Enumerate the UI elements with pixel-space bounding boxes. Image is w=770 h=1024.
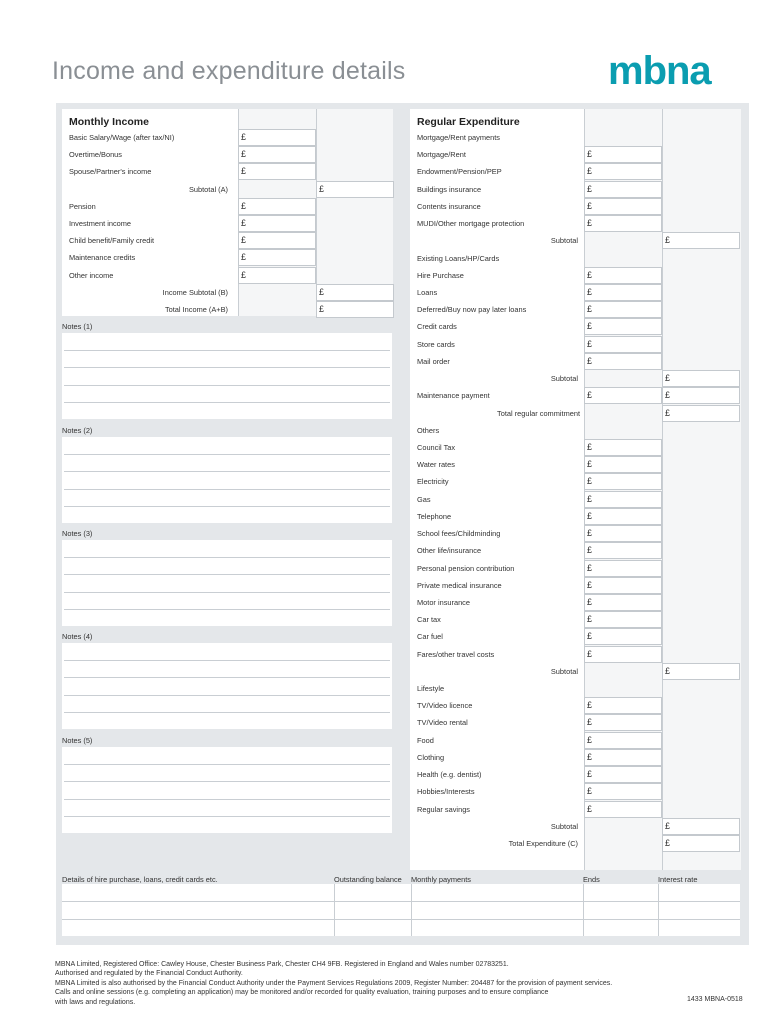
income-row-label: Total Income (A+B) [164,305,228,314]
expenditure-row-label: Clothing [417,752,445,762]
income-amount-input[interactable] [238,146,316,163]
expenditure-row-label: Council Tax [417,442,456,452]
notes-rule [64,402,390,403]
expenditure-row-label: Telephone [417,511,452,521]
notes-rule [64,506,390,507]
notes-rule [64,799,390,800]
pound-sign: £ [587,700,593,711]
expenditure-amount-input[interactable] [584,491,662,508]
pound-sign: £ [665,665,671,676]
pound-sign: £ [665,390,671,401]
debts-column-header: Outstanding balance [334,875,402,884]
notes-rule [64,454,390,455]
expenditure-amount-input[interactable] [584,473,662,490]
pound-sign: £ [587,596,593,607]
expenditure-row-label: TV/Video rental [417,718,468,728]
notes-label: Notes (5) [62,736,93,745]
debts-row-rule [62,919,740,920]
expenditure-subtotal-input[interactable] [662,663,740,680]
pound-sign: £ [587,769,593,780]
debts-column-divider [583,884,584,936]
notes-label: Notes (2) [62,426,93,435]
expenditure-col-2 [662,109,741,870]
notes-rule [64,471,390,472]
notes-rule [64,816,390,817]
expenditure-row-label: Gas [417,494,431,504]
debts-column-divider [411,884,412,936]
notes-rule [64,592,390,593]
expenditure-amount-input[interactable] [584,456,662,473]
expenditure-amount-input[interactable] [584,198,662,215]
income-amount-input[interactable] [316,301,394,318]
expenditure-row-label: Hire Purchase [417,270,464,280]
income-row-label: Spouse/Partner's income [69,167,152,177]
expenditure-row-label: Mortgage/Rent [417,150,466,160]
notes-textarea[interactable] [62,333,392,419]
notes-rule [64,557,390,558]
footer-line: Calls and online sessions (e.g. completing an application) may be monitored and/or recorded for quality evaluation, training purposes and to ensure compliance [55,989,549,997]
expenditure-row-label: Store cards [417,339,455,349]
expenditure-subtotal-input[interactable] [662,232,740,249]
notes-rule [64,489,390,490]
income-amount-input[interactable] [238,267,316,284]
notes-textarea[interactable] [62,747,392,833]
pound-sign: £ [319,304,325,314]
debts-column-divider [334,884,335,936]
income-amount-input[interactable] [316,181,394,198]
pound-sign: £ [241,132,247,142]
notes-rule [64,350,390,351]
expenditure-amount-input[interactable] [584,267,662,284]
expenditure-subtotal-input[interactable] [662,387,740,404]
pound-sign: £ [665,838,671,849]
expenditure-row-label: Other life/insurance [417,546,482,556]
income-row-label: Investment income [69,219,132,228]
expenditure-amount-input[interactable] [584,146,662,163]
pound-sign: £ [587,338,593,349]
expenditure-subtotal-input[interactable] [662,405,740,422]
expenditure-amount-input[interactable] [584,542,662,559]
expenditure-row-label: Food [417,735,434,745]
pound-sign: £ [241,252,247,263]
pound-sign: £ [587,631,593,642]
expenditure-row-label: Total regular commitment [497,408,580,418]
mbna-logo: mbna [608,49,711,93]
footer-line: MBNA Limited, Registered Office: Cawley House, Chester Business Park, Chester CH4 9FB. Registered in England and Wales number 02783251. [55,961,509,968]
expenditure-amount-input[interactable] [584,801,662,818]
income-row-label: Other income [69,270,114,280]
income-amount-input[interactable] [238,215,316,232]
income-heading: Monthly Income [69,116,149,128]
debts-column-header: Monthly payments [411,875,471,884]
notes-rule [64,677,390,678]
expenditure-row-label: Subtotal [550,821,578,831]
expenditure-amount-input[interactable] [584,318,662,335]
income-amount-input[interactable] [238,163,316,180]
expenditure-row-label: Private medical insurance [417,580,502,590]
form-reference: 1433 MBNA-0518 [687,996,743,1003]
income-row-label: Income Subtotal (B) [162,287,228,297]
expenditure-row-label: TV/Video licence [417,701,473,711]
expenditure-amount-input[interactable] [584,714,662,731]
expenditure-row-label: Mortgage/Rent payments [417,133,500,142]
expenditure-row-label: MUDI/Other mortgage protection [417,219,525,229]
expenditure-amount-input[interactable] [584,284,662,301]
pound-sign: £ [587,321,593,332]
notes-textarea[interactable] [62,643,392,729]
expenditure-amount-input[interactable] [584,525,662,542]
notes-rule [64,712,390,713]
pound-sign: £ [587,149,593,160]
expenditure-amount-input[interactable] [584,181,662,198]
expenditure-amount-input[interactable] [584,697,662,714]
expenditure-amount-input[interactable] [584,732,662,749]
pound-sign: £ [587,545,593,556]
expenditure-row-label: Personal pension contribution [417,563,515,573]
expenditure-amount-input[interactable] [584,215,662,232]
pound-sign: £ [587,183,593,194]
expenditure-row-label: Health (e.g. dentist) [417,770,482,780]
notes-rule [64,385,390,386]
income-row-label: Basic Salary/Wage (after tax/NI) [69,133,175,142]
debts-column-header: Details of hire purchase, loans, credit cards etc. [62,875,218,884]
pound-sign: £ [241,149,247,160]
pound-sign: £ [241,166,247,177]
notes-label: Notes (1) [62,322,93,331]
pound-sign: £ [587,200,593,211]
expenditure-amount-input[interactable] [584,336,662,353]
pound-sign: £ [587,803,593,814]
expenditure-row-label: Car tax [417,615,441,625]
expenditure-row-label: Maintenance payment [417,391,490,401]
notes-textarea[interactable] [62,540,392,626]
expenditure-row-label: Subtotal [550,666,578,676]
expenditure-amount-input[interactable] [584,577,662,594]
pound-sign: £ [665,407,671,418]
footer-line: with laws and regulations. [55,998,136,1006]
expenditure-subtotal-input[interactable] [662,818,740,835]
expenditure-row-label: Total Expenditure (C) [508,839,578,849]
pound-sign: £ [587,734,593,745]
pound-sign: £ [587,390,593,401]
expenditure-amount-input[interactable] [584,783,662,800]
income-amount-input[interactable] [238,232,316,249]
expenditure-amount-input[interactable] [584,301,662,318]
expenditure-amount-input[interactable] [584,766,662,783]
expenditure-row-label: Fares/other travel costs [417,649,495,659]
debts-column-divider [658,884,659,936]
notes-label: Notes (3) [62,529,93,538]
expenditure-row-label: Water rates [417,460,455,470]
pound-sign: £ [587,355,593,366]
pound-sign: £ [665,820,671,831]
expenditure-row-label: Contents insurance [417,201,481,211]
expenditure-amount-input[interactable] [584,628,662,645]
notes-textarea[interactable] [62,437,392,523]
expenditure-row-label: Endowment/Pension/PEP [417,167,502,177]
pound-sign: £ [587,528,593,539]
expenditure-row-label: Electricity [417,477,449,487]
income-amount-input[interactable] [238,249,316,266]
expenditure-amount-input[interactable] [584,646,662,663]
notes-rule [64,695,390,696]
pound-sign: £ [587,441,593,452]
pound-sign: £ [665,235,671,246]
pound-sign: £ [587,459,593,470]
notes-rule [64,781,390,782]
pound-sign: £ [587,304,593,315]
pound-sign: £ [587,648,593,659]
footer-text [55,960,755,1007]
expenditure-heading: Regular Expenditure [417,116,520,128]
notes-rule [64,609,390,610]
income-row-label: Maintenance credits [69,253,136,263]
pound-sign: £ [241,235,247,246]
income-amount-input[interactable] [316,284,394,301]
expenditure-amount-input[interactable] [584,611,662,628]
notes-rule [64,574,390,575]
expenditure-subtotal-input[interactable] [662,370,740,387]
pound-sign: £ [587,614,593,625]
pound-sign: £ [587,510,593,521]
expenditure-row-label: Others [417,425,440,435]
expenditure-amount-input[interactable] [584,508,662,525]
pound-sign: £ [665,373,671,384]
pound-sign: £ [587,717,593,728]
pound-sign: £ [587,786,593,797]
pound-sign: £ [241,269,247,280]
expenditure-amount-input[interactable] [584,439,662,456]
expenditure-row-label: Existing Loans/HP/Cards [417,253,500,263]
expenditure-row-label: Mail order [417,356,450,366]
pound-sign: £ [587,218,593,229]
pound-sign: £ [587,269,593,280]
notes-label: Notes (4) [62,632,93,641]
income-row-label: Subtotal (A) [188,184,228,194]
expenditure-amount-input[interactable] [584,594,662,611]
pound-sign: £ [587,751,593,762]
debts-column-header: Ends [583,875,600,884]
income-amount-input[interactable] [238,129,316,146]
notes-rule [64,367,390,368]
pound-sign: £ [587,579,593,590]
income-row-label: Overtime/Bonus [69,150,122,160]
notes-rule [64,660,390,661]
expenditure-row-label: Lifestyle [417,684,445,694]
pound-sign: £ [587,476,593,487]
expenditure-amount-input[interactable] [584,163,662,180]
expenditure-amount-input[interactable] [584,560,662,577]
pound-sign: £ [241,200,247,211]
expenditure-row-label: Regular savings [417,804,470,814]
expenditure-amount-input[interactable] [584,387,662,404]
expenditure-row-label: Deferred/Buy now pay later loans [417,305,527,315]
debts-column-header: Interest rate [658,875,698,884]
expenditure-row-label: Car fuel [417,632,443,642]
footer-line: MBNA Limited is also authorised by the Financial Conduct Authority under the Payment Services Regulations 2009, Register Number: 204487 for the provision of payment services. [55,979,613,987]
page-title: Income and expenditure details [52,57,406,85]
expenditure-amount-input[interactable] [584,749,662,766]
income-row-label: Child benefit/Family credit [69,236,155,246]
footer-line: Authorised and regulated by the Financial Conduct Authority. [55,970,243,978]
expenditure-row-label: Loans [417,287,438,297]
pound-sign: £ [241,218,247,228]
expenditure-row-label: School fees/Childminding [417,529,501,539]
income-row-label: Pension [69,201,96,211]
pound-sign: £ [587,493,593,504]
expenditure-row-label: Subtotal [550,236,578,246]
debts-panel [62,884,740,936]
expenditure-subtotal-input[interactable] [662,835,740,852]
expenditure-row-label: Subtotal [550,374,578,384]
pound-sign: £ [587,166,593,177]
pound-sign: £ [319,286,325,297]
expenditure-row-label: Buildings insurance [417,184,482,194]
expenditure-row-label: Credit cards [417,322,457,332]
expenditure-amount-input[interactable] [584,353,662,370]
pound-sign: £ [587,562,593,573]
pound-sign: £ [587,286,593,297]
expenditure-row-label: Motor insurance [417,597,470,607]
income-amount-input[interactable] [238,198,316,215]
expenditure-row-label: Hobbies/Interests [417,787,475,797]
pound-sign: £ [319,183,325,194]
notes-rule [64,764,390,765]
debts-row-rule [62,901,740,902]
